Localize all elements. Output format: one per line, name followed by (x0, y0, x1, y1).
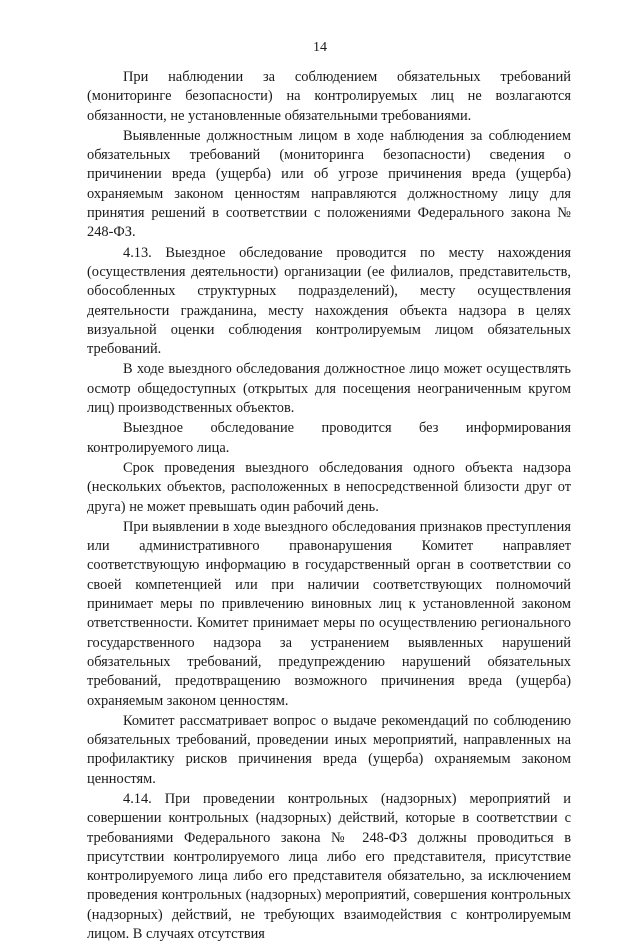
paragraph-4-13-onsite-inspection: 4.13. Выездное обследование проводится по месту нахождения (осуществления деятельности) организации (ее филиалов, представительств, обособленных структурных подразделений), месту осуществления деятельности гражданина, месту нахождения объекта надзора в целях визуальной оценки соблюдения контролируемым лицом обязательных требований. (87, 244, 571, 358)
paragraph-violations-response: При выявлении в ходе выездного обследования признаков преступления или административного правонарушения Комитет направляет соответствующую информацию в государственный орган в соответствии со своей компетенцией или при наличии соответствующих полномочий принимает меры по привлечению виновных лиц к установленной законом ответственности. Комитет принимает меры по осуществлению регионального государственного надзора за устранением выявленных нарушений обязательных требований, предупреждению нарушений обязательных требований, предотвращению возможного причинения вреда (ущерба) охраняемым законом ценностям. (87, 518, 571, 709)
page-number: 14 (313, 40, 327, 55)
paragraph-monitoring-results: Выявленные должностным лицом в ходе наблюдения за соблюдением обязательных требований (мониторинга безопасности) сведения о причинении вреда (ущерба) или об угрозе причинения вреда (ущерба) охраняемым законом ценностям направляются должностному лицу для принятия решений в соответствии с положениями Федерального закона № 248-ФЗ. (87, 127, 571, 241)
paragraph-recommendations: Комитет рассматривает вопрос о выдаче рекомендаций по соблюдению обязательных требований, проведении иных мероприятий, направленных на профилактику рисков причинения вреда (ущерба) охраняемым законом ценностям. (87, 712, 571, 787)
paragraph-4-14-presence-requirement: 4.14. При проведении контрольных (надзорных) мероприятий и совершении контрольных (надзорных) действий, которые в соответствии с требованиями Федерального закона № 248-ФЗ должны проводиться в присутствии контролируемого лица либо его представителя, присутствие контролируемого лица либо его представителя обязательно, за исключением проведения контрольных (надзорных) мероприятий, совершения контрольных (надзорных) действий, не требующих взаимодействия с контролируемым лицом. В случаях отсутствия (87, 790, 571, 943)
paragraph-no-notification: Выездное обследование проводится без информирования контролируемого лица. (87, 420, 571, 456)
document-body (87, 68, 571, 945)
paragraph-monitoring-obligations: При наблюдении за соблюдением обязательных требований (мониторинге безопасности) на контролируемых лиц не возлагаются обязанности, не установленные обязательными требованиями. (87, 69, 571, 124)
paragraph-inspection-scope: В ходе выездного обследования должностное лицо может осуществлять осмотр общедоступных (открытых для посещения неограниченным кругом лиц) производственных объектов. (87, 361, 571, 417)
paragraph-inspection-duration: Срок проведения выездного обследования одного объекта надзора (нескольких объектов, расположенных в непосредственной близости друг от друга) не может превышать один рабочий день. (87, 459, 571, 515)
